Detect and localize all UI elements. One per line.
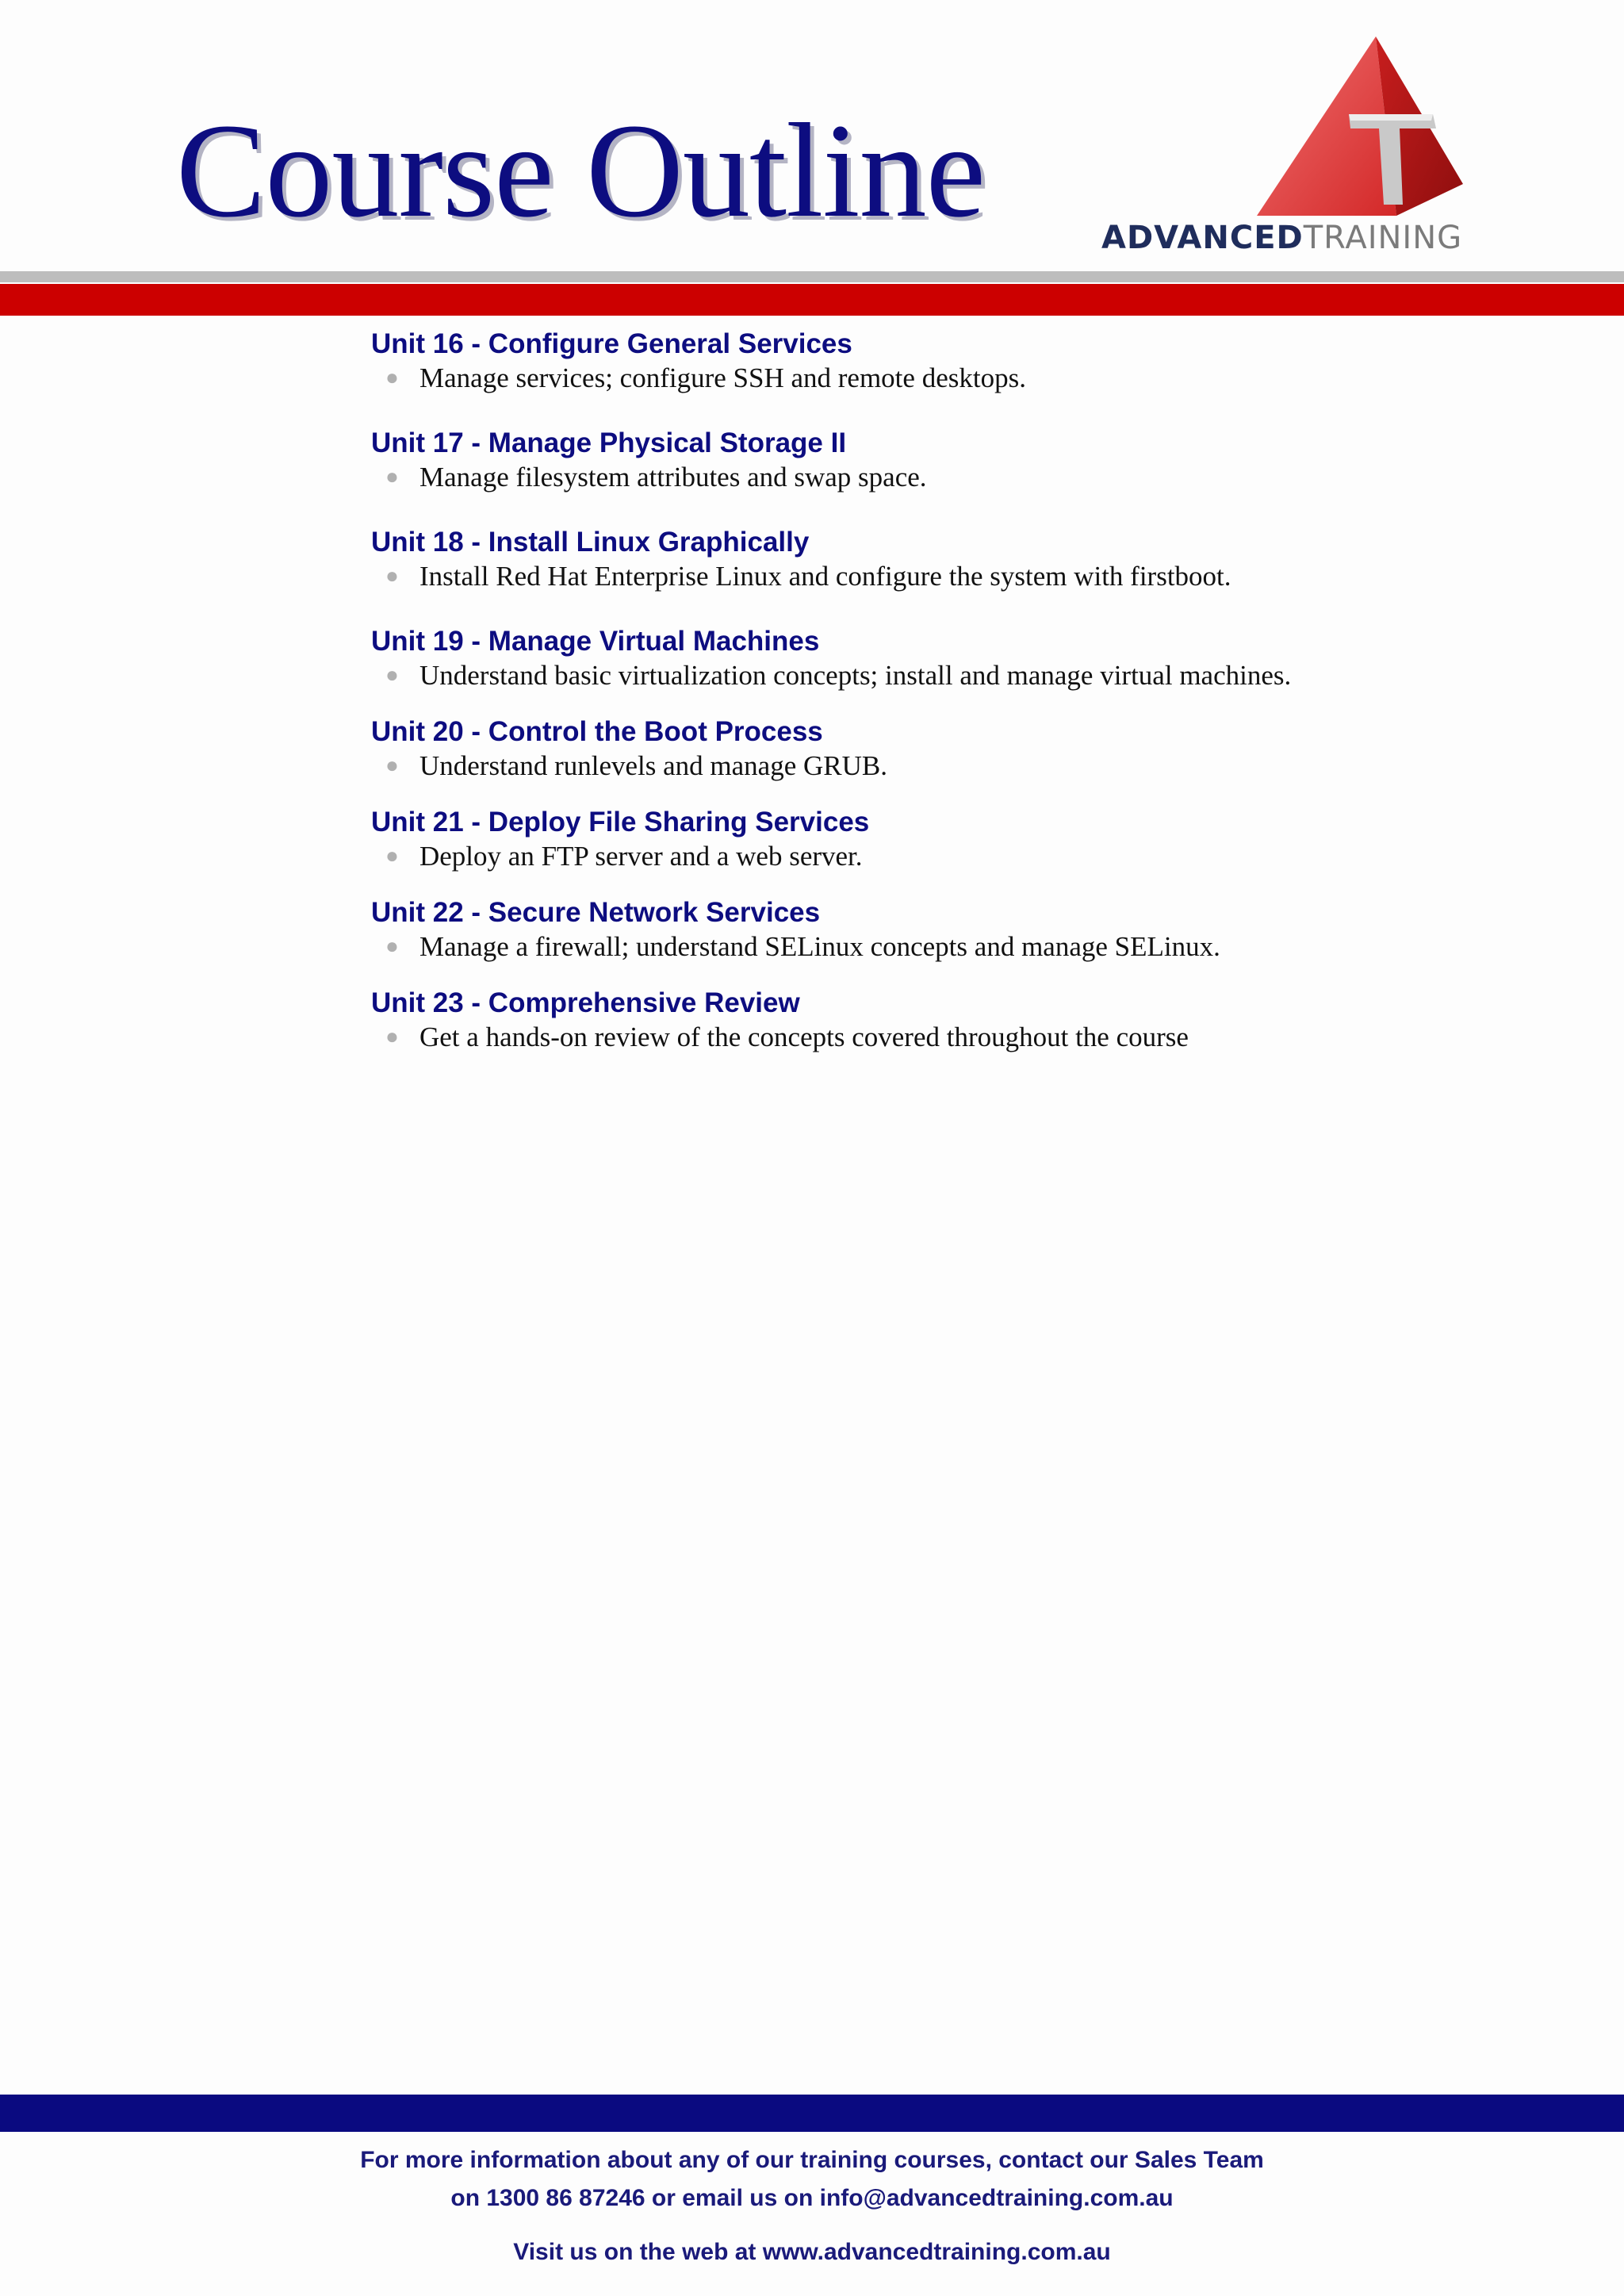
unit-heading: Unit 16 - Configure General Services	[371, 328, 852, 359]
footer-phone-email-line: on 1300 86 87246 or email us on info@advancedtraining.com.au	[450, 2185, 1174, 2211]
header-divider-gray	[0, 271, 1624, 282]
footer-contact-line: For more information about any of our training courses, contact our Sales Team	[360, 2147, 1264, 2173]
unit-bullet-item: ● Install Red Hat Enterprise Linux and configure the system with firstboot.	[385, 561, 1231, 592]
logo-wordmark: ADVANCEDTRAINING	[1101, 220, 1463, 256]
unit-list	[371, 327, 1561, 1054]
unit-16	[371, 327, 1561, 395]
unit-heading: Unit 19 - Manage Virtual Machines	[371, 626, 820, 657]
bullet-icon: ●	[385, 366, 399, 390]
unit-23	[371, 986, 1561, 1054]
unit-20	[371, 715, 1561, 783]
unit-heading: Unit 18 - Install Linux Graphically	[371, 527, 810, 558]
bullet-icon: ●	[385, 1025, 399, 1049]
unit-17	[371, 426, 1561, 494]
advanced-training-logo	[1098, 32, 1471, 256]
unit-bullet-item: ● Manage filesystem attributes and swap space.	[385, 462, 927, 493]
bullet-icon: ●	[385, 844, 399, 868]
header-divider-red	[0, 284, 1624, 316]
unit-heading: Unit 23 - Comprehensive Review	[371, 987, 800, 1018]
unit-22	[371, 895, 1561, 964]
red-pyramid-t-logo-icon	[1098, 32, 1471, 222]
unit-heading: Unit 21 - Deploy File Sharing Services	[371, 807, 870, 838]
unit-bullet-item: ● Understand basic virtualization concepts; install and manage virtual machines.	[385, 660, 1292, 691]
footer-website-line: Visit us on the web at www.advancedtraining.com.au	[513, 2239, 1111, 2265]
bullet-icon: ●	[385, 564, 399, 588]
unit-18	[371, 525, 1561, 593]
unit-19	[371, 624, 1561, 692]
bullet-icon: ●	[385, 934, 399, 959]
unit-bullet-item: ● Get a hands-on review of the concepts covered throughout the course	[385, 1022, 1189, 1052]
page-title: Course Outline	[176, 96, 986, 245]
unit-heading: Unit 20 - Control the Boot Process	[371, 716, 823, 747]
unit-bullet-item: ● Manage services; configure SSH and remote desktops.	[385, 362, 1026, 393]
unit-bullet-item: ● Deploy an FTP server and a web server.	[385, 841, 863, 872]
footer-divider-navy	[0, 2095, 1624, 2132]
bullet-icon: ●	[385, 753, 399, 778]
bullet-icon: ●	[385, 465, 399, 489]
unit-bullet-item: ● Manage a firewall; understand SELinux concepts and manage SELinux.	[385, 931, 1220, 962]
unit-heading: Unit 22 - Secure Network Services	[371, 897, 821, 928]
unit-bullet-item: ● Understand runlevels and manage GRUB.	[385, 750, 887, 781]
unit-heading: Unit 17 - Manage Physical Storage II	[371, 427, 847, 458]
unit-21	[371, 805, 1561, 873]
footer	[0, 2141, 1624, 2271]
bullet-icon: ●	[385, 663, 399, 688]
